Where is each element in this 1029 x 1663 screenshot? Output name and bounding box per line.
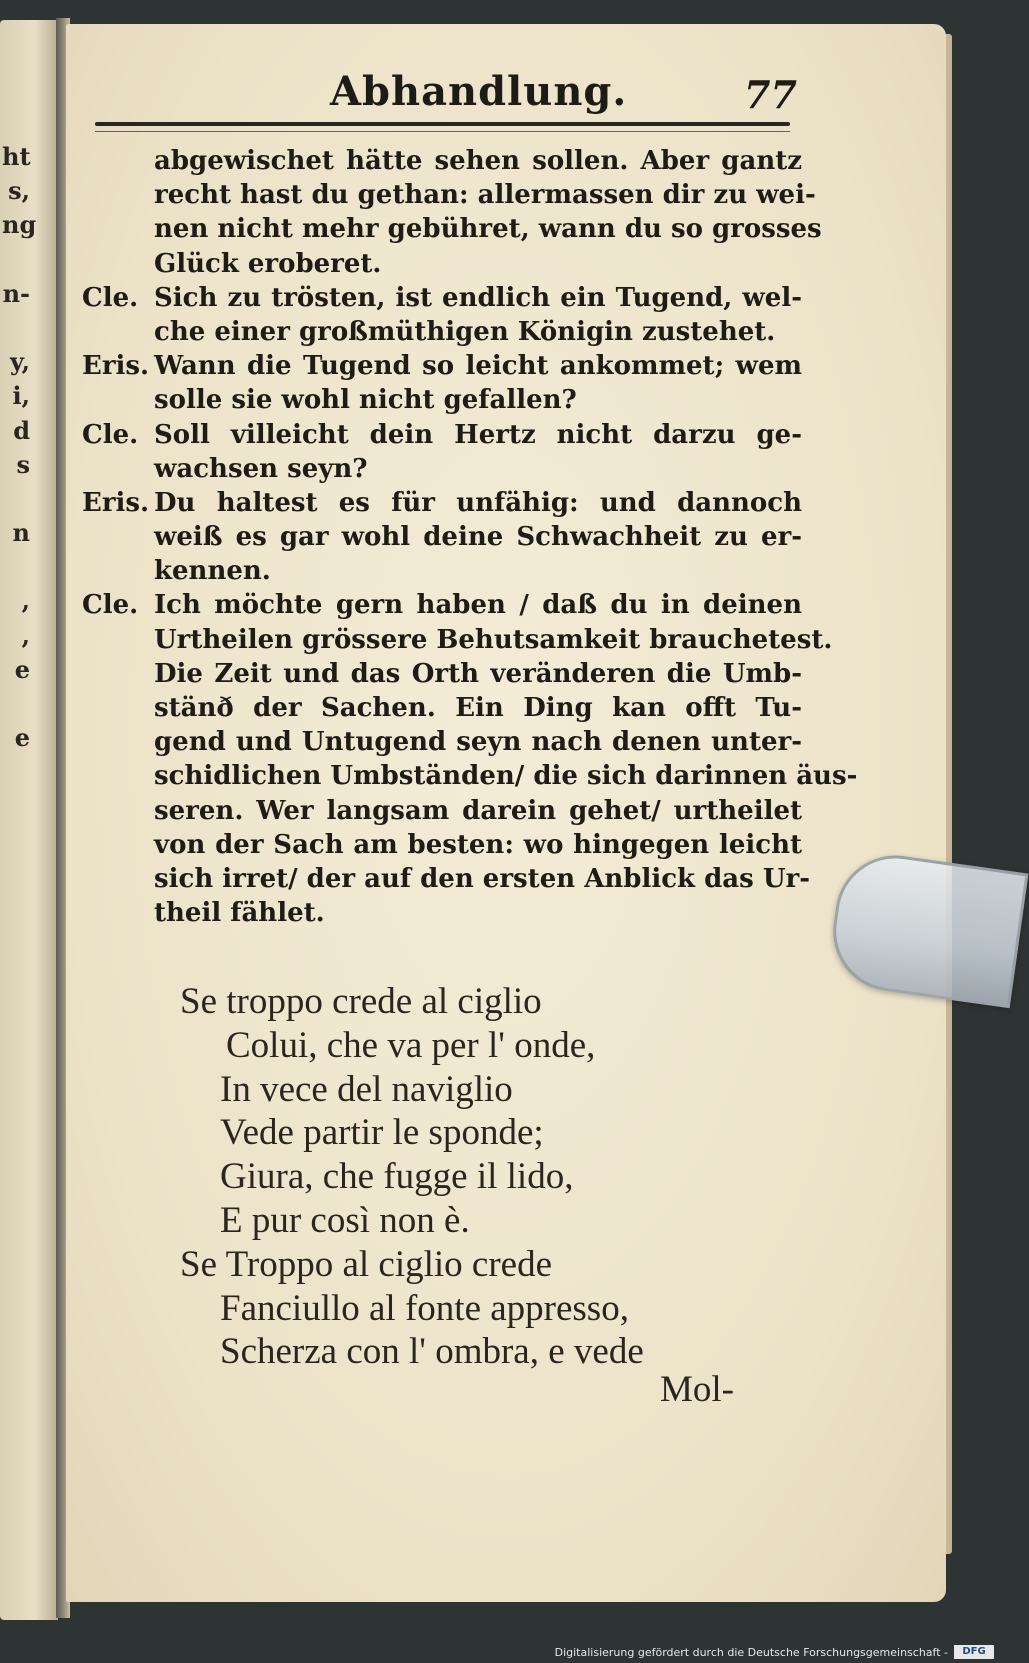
running-head: Abhandlung. <box>330 68 628 115</box>
speaker-label: Eris. <box>82 351 150 382</box>
facing-page-fragment: , <box>21 620 30 650</box>
dialogue-line <box>82 383 802 417</box>
facing-page-fragment: d <box>13 415 30 445</box>
catchword: Mol- <box>660 1369 734 1410</box>
dialogue-line <box>82 828 802 862</box>
dialogue-line-text: abgewischet hätte sehen sollen. Aber gantz <box>154 146 802 176</box>
dialogue-line <box>82 588 802 622</box>
facing-page-fragment: ht <box>2 142 31 171</box>
poem-line: Se troppo crede al ciglio <box>180 981 542 1022</box>
speaker-label: Cle. <box>82 282 139 313</box>
dialogue-line-text: solle sie wohl nicht gefallen? <box>154 385 577 416</box>
dialogue-line-text: che einer großmüthigen Königin zustehet. <box>154 316 776 347</box>
poem-line: Scherza con l' ombra, e vede <box>220 1331 644 1373</box>
dialogue-line-text: recht hast du gethan: allermassen dir zu wei- <box>154 180 816 211</box>
speaker-label: Eris. <box>82 487 150 518</box>
facing-page-fragment: e <box>14 723 30 753</box>
dialogue-line-text: Ich möchte gern haben / daß du in deinen <box>154 590 802 621</box>
dialogue-line <box>82 486 802 520</box>
dialogue-line-text: stänð der Sachen. Ein Ding kan offt Tu- <box>154 693 802 723</box>
dialogue-line <box>82 725 802 759</box>
facing-page-fragment: i, <box>12 381 30 411</box>
facing-page-fragment <box>2 550 30 584</box>
dialogue-line <box>82 623 833 657</box>
facing-page-fragment: n- <box>2 278 30 308</box>
dialogue-line-text: Wann die Tugend so leicht ankommet; wem <box>154 351 802 382</box>
dialogue-line <box>82 281 802 315</box>
dialogue-line-text: Glück eroberet. <box>154 248 382 279</box>
dialogue-line-text: wachsen seyn? <box>154 453 368 484</box>
dialogue-line-text: von der Sach am besten: wo hingegen leicht <box>154 829 802 860</box>
poem-line: Colui, che va per l' onde, <box>226 1024 596 1066</box>
facing-page-fragment: s <box>16 449 30 479</box>
dialogue-line-text: schidlichen Umbständen/ die sich darinnen äus- <box>154 761 858 792</box>
speaker-label: Cle. <box>82 590 139 621</box>
dfg-logo: DFG <box>954 1645 994 1659</box>
speaker-label: Cle. <box>82 419 139 450</box>
dialogue-line <box>82 862 810 896</box>
footer-credit: Digitalisierung gefördert durch die Deutsche Forschungsgemeinschaft - <box>554 1646 948 1659</box>
dialogue-line <box>82 418 802 452</box>
facing-page-fragment: e <box>14 654 30 684</box>
dialogue-line <box>82 452 802 486</box>
header-rule <box>95 122 790 126</box>
dialogue-line-text: Du haltest es für unfähig: und dannoch <box>154 487 802 518</box>
italian-poem <box>180 980 780 1374</box>
facing-page-fragment <box>2 755 30 789</box>
facing-page-fragment <box>2 243 30 277</box>
facing-page-fragment <box>2 687 30 721</box>
dialogue-line <box>82 520 802 554</box>
poem-line: Se Troppo al ciglio crede <box>180 1243 553 1285</box>
facing-page-fragment: ng <box>2 210 37 240</box>
dialogue-line-text: kennen. <box>154 556 271 587</box>
facing-page-fragment <box>2 482 30 516</box>
poem-line: Fanciullo al fonte appresso, <box>220 1287 629 1329</box>
dialogue-line <box>82 554 802 588</box>
dialogue-line-text: theil fählet. <box>154 898 325 929</box>
dialogue-line <box>82 247 802 281</box>
facing-page-text <box>2 140 37 858</box>
dialogue-line-text: Soll villeicht dein Hertz nicht darzu ge- <box>154 419 802 450</box>
poem-line: In vece del naviglio <box>220 1068 513 1110</box>
facing-page-fragment <box>2 311 30 345</box>
facing-page-fragment: , <box>21 586 30 616</box>
dialogue-line <box>82 315 802 349</box>
poem-line: E pur così non è. <box>220 1199 470 1241</box>
dialogue-line <box>82 144 802 178</box>
page-number: 77 <box>744 72 797 117</box>
dialogue-line-text: Die Zeit und das Orth veränderen die Umb- <box>154 658 802 689</box>
facing-page-fragment: n <box>12 518 30 548</box>
facing-page-fragment: s, <box>8 176 30 206</box>
dialogue-line <box>82 794 802 828</box>
facing-page-fragment <box>2 824 30 858</box>
poem-line: Vede partir le sponde; <box>220 1112 544 1154</box>
poem-line: Giura, che fugge il lido, <box>220 1156 574 1198</box>
facing-page-fragment: y, <box>9 347 30 377</box>
dialogue-line <box>82 178 816 212</box>
dialogue-line-text: nen nicht mehr gebühret, wann du so grosses <box>154 214 822 245</box>
dialogue-line-text: weiß es gar wohl deine Schwachheit zu er- <box>154 522 802 553</box>
dialogue-line <box>82 759 858 793</box>
dialogue-line <box>82 657 802 691</box>
facing-page-fragment <box>2 790 30 824</box>
header-rule-thin <box>95 131 790 132</box>
dialogue-line-text: gend und Untugend seyn nach denen unter- <box>154 727 802 758</box>
dialogue-line <box>82 691 802 725</box>
dialogue-line <box>82 349 802 383</box>
dialogue-text <box>82 144 858 930</box>
dialogue-line-text: Urtheilen grössere Behutsamkeit brauchetest. <box>154 624 833 655</box>
facing-page <box>0 20 58 1620</box>
dialogue-line-text: sich irret/ der auf den ersten Anblick das Ur- <box>154 863 810 894</box>
dialogue-line-text: seren. Wer langsam darein gehet/ urtheilet <box>154 795 802 826</box>
dialogue-line <box>82 896 802 930</box>
dialogue-line <box>82 212 822 246</box>
dialogue-line-text: Sich zu trösten, ist endlich ein Tugend, wel- <box>154 282 802 313</box>
